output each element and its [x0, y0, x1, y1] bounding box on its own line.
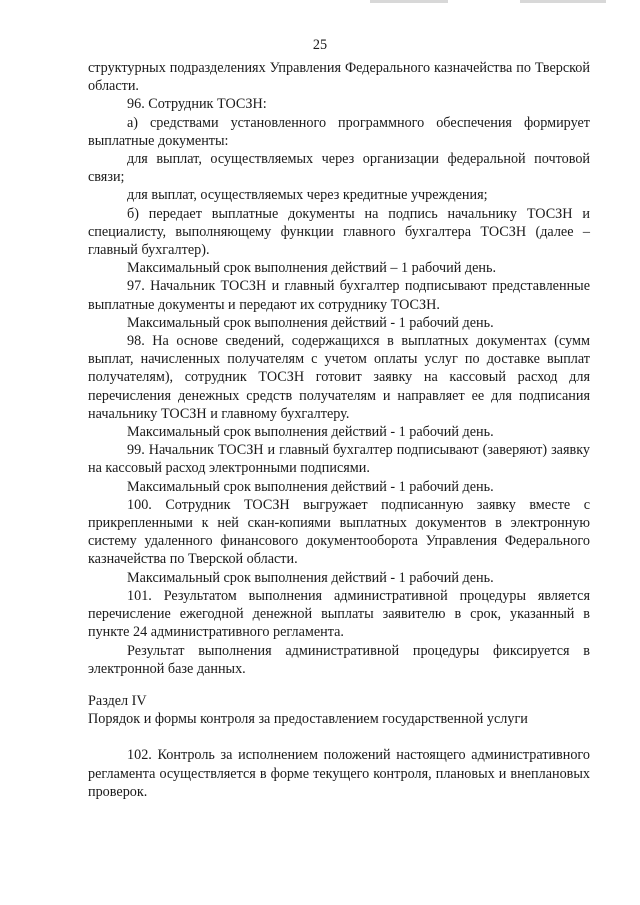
paragraph: б) передает выплатные документы на подпись начальнику ТОСЗН и специалисту, выполняющему функции главного бухгалтера ТОСЗН (далее – главный бухгалтер). — [88, 205, 590, 259]
document-body — [88, 59, 590, 801]
paragraph: 102. Контроль за исполнением положений настоящего административного регламента осуществляется в форме текущего контроля, плановых и внеплановых проверок. — [88, 747, 590, 800]
paragraph: Максимальный срок выполнения действий - 1 рабочий день. — [127, 424, 494, 441]
spacer — [88, 728, 590, 746]
paragraph: 101. Результатом выполнения административной процедуры является перечисление ежегодной денежной выплаты заявителю в срок, указанный в пункте 24 административного регламента. — [88, 587, 590, 641]
page-number: 25 — [312, 37, 328, 53]
paragraph: 98. На основе сведений, содержащихся в выплатных документах (сумм выплат, начисленных получателям с учетом оплаты услуг по доставке выплат получателям), сотрудник ТОСЗН готовит заявку на кассовый расход для перечисления денежных средств получателям и направляет ее для подписания начальнику ТОСЗН и главному бухгалтеру. — [88, 333, 590, 422]
paragraph: для выплат, осуществляемых через кредитные учреждения; — [127, 187, 488, 204]
paragraph: Максимальный срок выполнения действий - 1 рабочий день. — [127, 478, 494, 495]
header-scan-artifact — [370, 0, 448, 3]
paragraph: Результат выполнения административной процедуры фиксируется в электронной базе данных. — [88, 642, 590, 677]
paragraph: 99. Начальник ТОСЗН и главный бухгалтер подписывают (заверяют) заявку на кассовый расход электронными подписями. — [88, 442, 590, 477]
paragraph: Максимальный срок выполнения действий - 1 рабочий день. — [127, 314, 494, 331]
paragraph: 96. Сотрудник ТОСЗН: — [127, 96, 267, 113]
section-subtitle: Порядок и формы контроля за предоставлением государственной услуги — [88, 711, 528, 728]
section-title: Раздел IV — [88, 692, 147, 709]
paragraph: 97. Начальник ТОСЗН и главный бухгалтер подписывают представленные выплатные документы и передают их сотруднику ТОСЗН. — [88, 278, 590, 313]
paragraph: для выплат, осуществляемых через организации федеральной почтовой связи; — [88, 151, 590, 186]
paragraph: структурных подразделениях Управления Федерального казначейства по Тверской области. — [88, 60, 590, 95]
header-scan-artifact — [520, 0, 606, 3]
paragraph: 100. Сотрудник ТОСЗН выгружает подписанную заявку вместе с прикрепленными к ней скан-копиями выплатных документов в электронную систему удаленного финансового документооборота Управления Федерального казначейства по Тверской области. — [88, 496, 590, 568]
paragraph: Максимальный срок выполнения действий - 1 рабочий день. — [127, 569, 494, 586]
spacer — [88, 678, 590, 692]
paragraph: а) средствами установленного программного обеспечения формирует выплатные документы: — [88, 114, 590, 149]
paragraph: Максимальный срок выполнения действий – 1 рабочий день. — [127, 260, 496, 277]
